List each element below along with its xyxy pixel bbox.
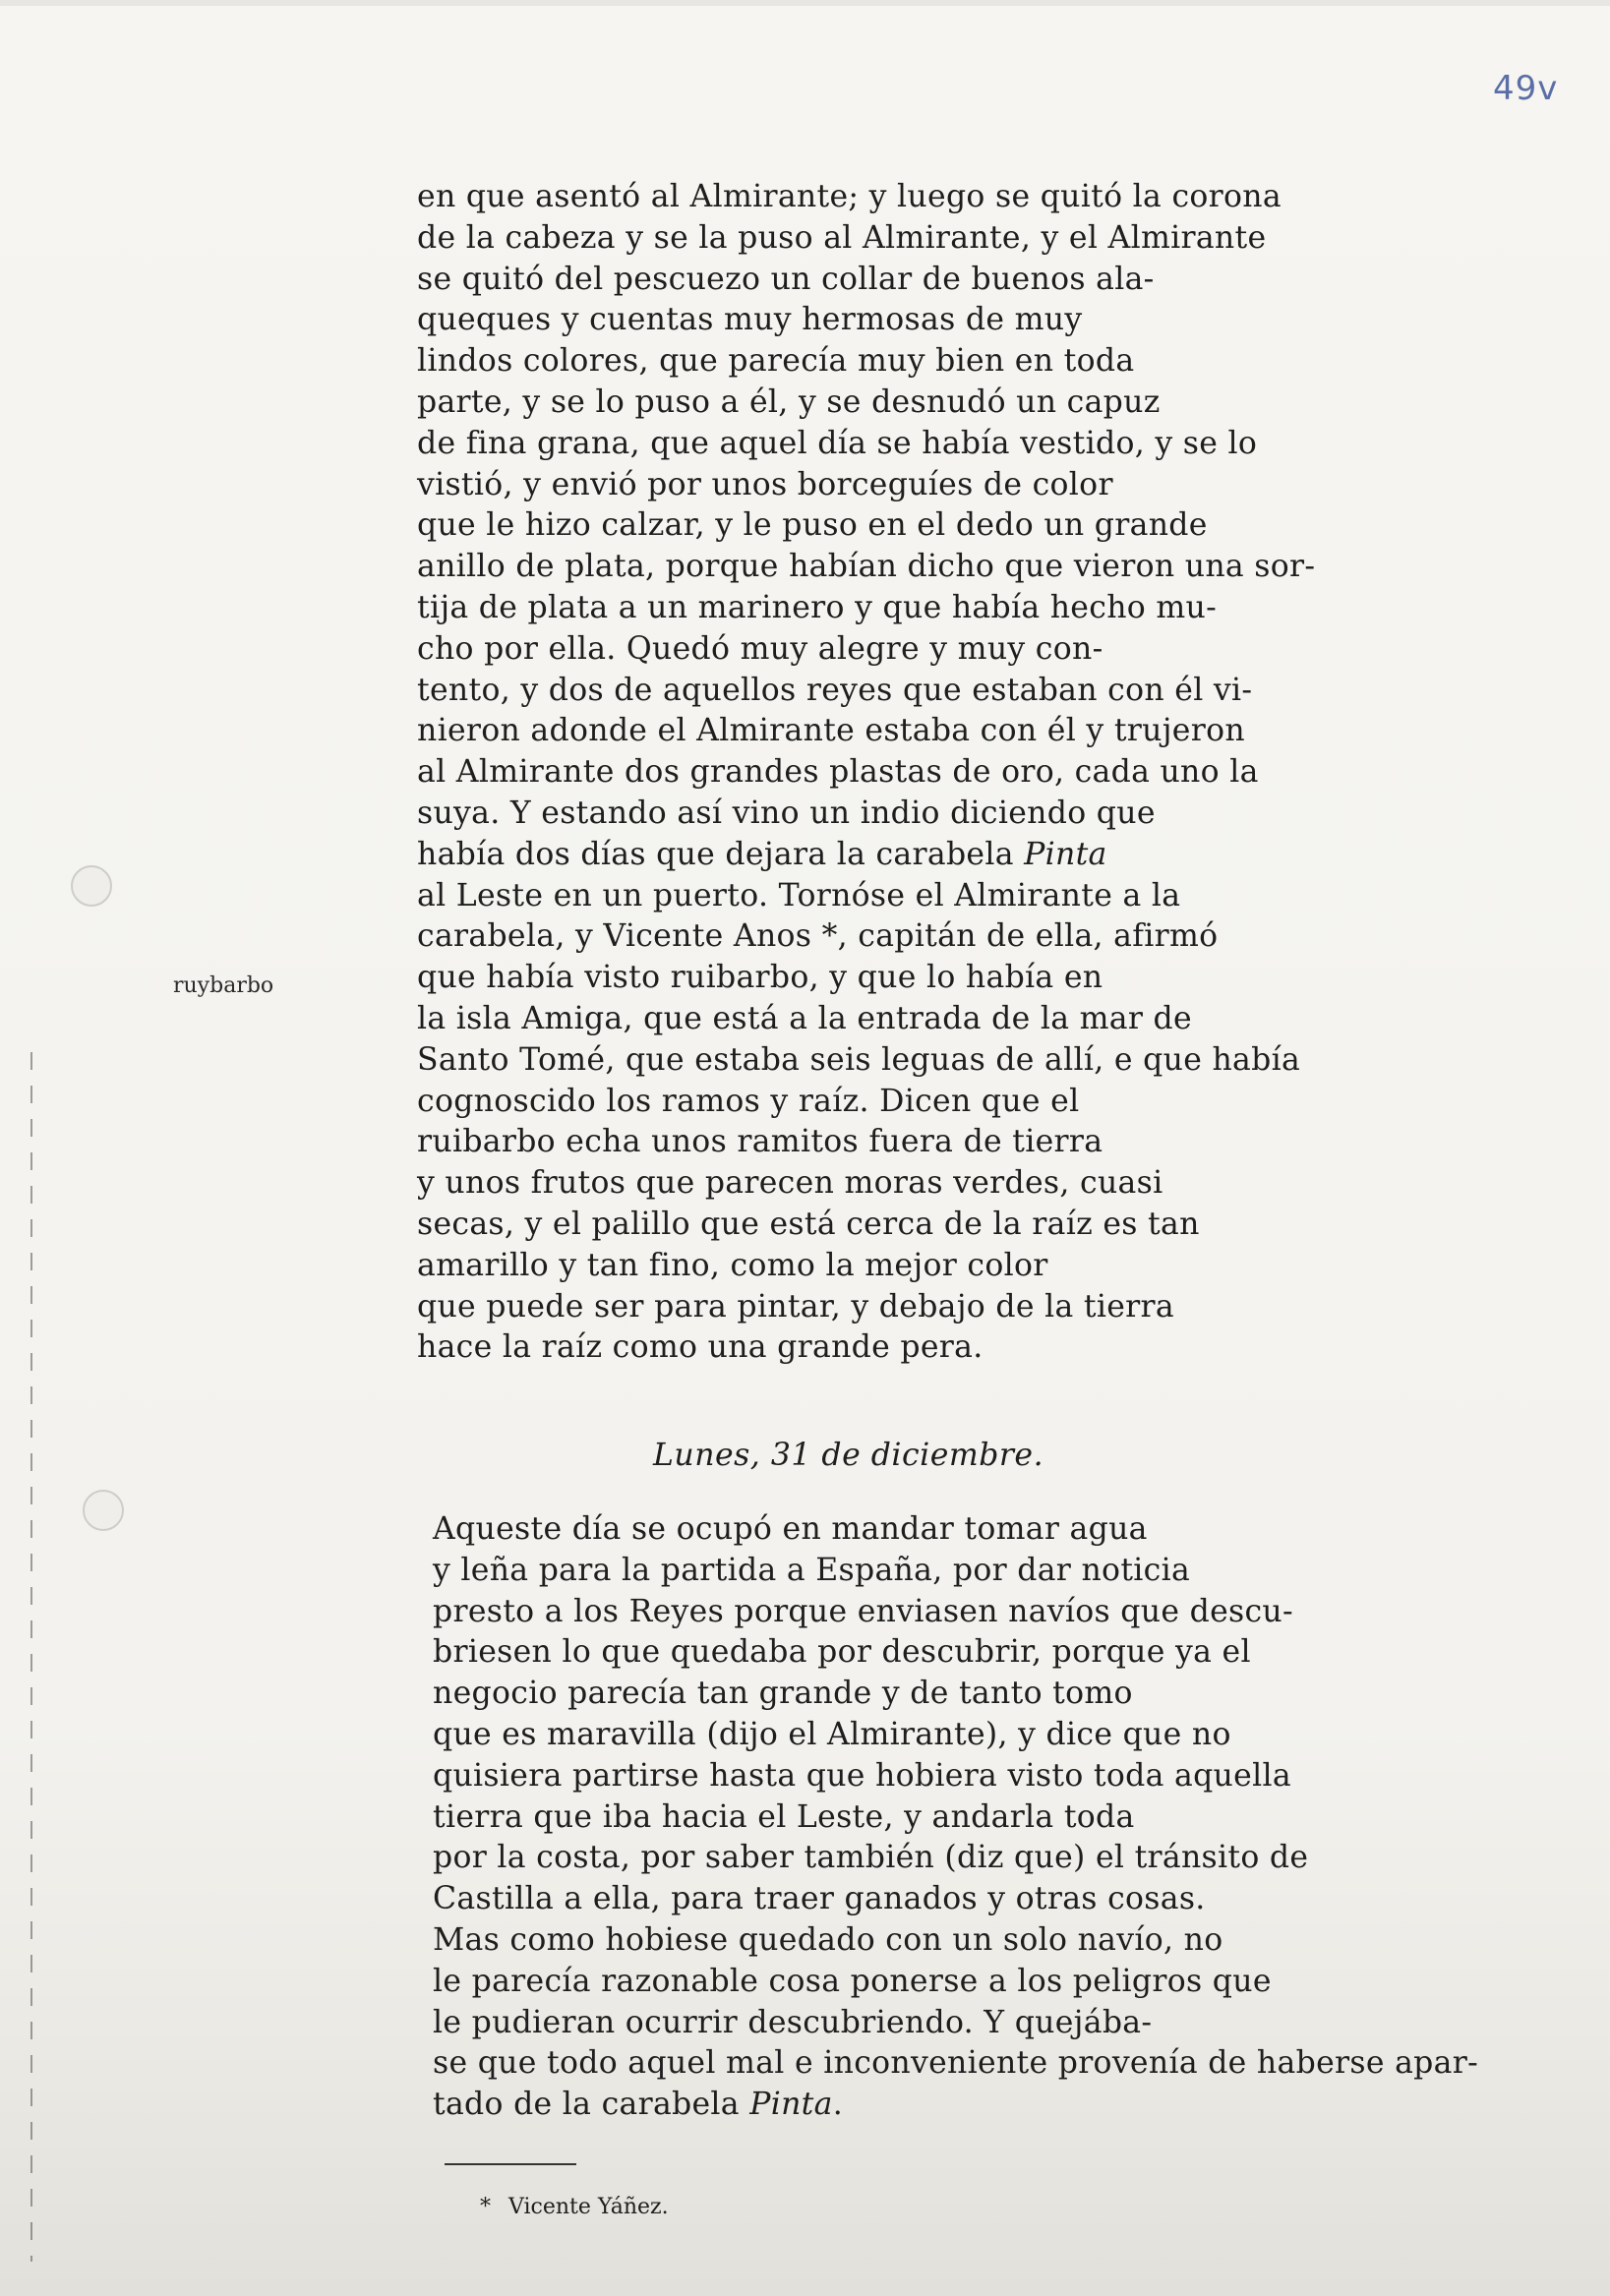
date-heading: Lunes, 31 de diciembre. bbox=[653, 1438, 1044, 1473]
text-line: suya. Y estando así vino un indio diciendo que bbox=[417, 795, 1156, 831]
text-line: que es maravilla (dijo el Almirante), y dice que no bbox=[433, 1716, 1231, 1752]
text-line: queques y cuentas muy hermosas de muy bbox=[417, 302, 1083, 338]
margin-note: ruybarbo bbox=[173, 973, 274, 998]
text-line: que había visto ruibarbo, y que lo había en bbox=[417, 960, 1103, 996]
text-line: de la cabeza y se la puso al Almirante, y el Almirante bbox=[417, 219, 1267, 256]
text-line: quisiera partirse hasta que hobiera visto toda aquella bbox=[433, 1757, 1291, 1794]
text-line: al Almirante dos grandes plastas de oro, cada uno la bbox=[417, 754, 1259, 791]
text-line: secas, y el palillo que está cerca de la raíz es tan bbox=[417, 1206, 1200, 1242]
text-line: y unos frutos que parecen moras verdes, cuasi bbox=[417, 1165, 1163, 1202]
text-line: ruibarbo echa unos ramitos fuera de tierra bbox=[417, 1124, 1103, 1160]
text-line: se que todo aquel mal e inconveniente provenía de haberse apar- bbox=[433, 2045, 1479, 2082]
text-line: y leña para la partida a España, por dar noticia bbox=[433, 1552, 1191, 1588]
text-line: amarillo y tan fino, como la mejor color bbox=[417, 1247, 1048, 1283]
text-line: le pudieran ocurrir descubriendo. Y quejába- bbox=[433, 2004, 1153, 2040]
text-line: briesen lo que quedaba por descubrir, porque ya el bbox=[433, 1634, 1251, 1671]
text-line: de fina grana, que aquel día se había vestido, y se lo bbox=[417, 425, 1258, 461]
text-line: hace la raíz como una grande pera. bbox=[417, 1329, 984, 1366]
text-line: Mas como hobiese quedado con un solo navío, no bbox=[433, 1921, 1223, 1958]
text-line: en que asentó al Almirante; y luego se quitó la corona bbox=[417, 179, 1282, 214]
text-line: nieron adonde el Almirante estaba con él y trujeron bbox=[417, 713, 1245, 749]
text-line: que le hizo calzar, y le puso en el dedo un grande bbox=[417, 507, 1208, 544]
footnote-text: Vicente Yáñez. bbox=[508, 2195, 669, 2219]
text-line: anillo de plata, porque habían dicho que vieron una sor- bbox=[417, 549, 1316, 585]
text-line: tento, y dos de aquellos reyes que estaban con él vi- bbox=[417, 672, 1253, 708]
text-line: por la costa, por saber también (diz que) el tránsito de bbox=[433, 1840, 1309, 1876]
text-line: le parecía razonable cosa ponerse a los peligros que bbox=[433, 1963, 1272, 1999]
text-line: tija de plata a un marinero y que había hecho mu- bbox=[417, 589, 1218, 625]
text-line: Castilla a ella, para traer ganados y otras cosas. bbox=[433, 1881, 1206, 1917]
left-margin-rule bbox=[30, 1052, 32, 2262]
page-top-edge bbox=[0, 0, 1610, 6]
text-line: que puede ser para pintar, y debajo de la tierra bbox=[417, 1288, 1174, 1325]
footnote bbox=[480, 2195, 669, 2219]
text-line: tado de la carabela Pinta. bbox=[433, 2087, 844, 2123]
text-line: parte, y se lo puso a él, y se desnudó un capuz bbox=[417, 383, 1161, 420]
text-line: cognoscido los ramos y raíz. Dicen que el bbox=[417, 1083, 1080, 1119]
text-line: presto a los Reyes porque enviasen navíos que descu- bbox=[433, 1593, 1293, 1629]
text-line: tierra que iba hacia el Leste, y andarla toda bbox=[433, 1798, 1135, 1835]
text-line: vistió, y envió por unos borceguíes de color bbox=[417, 466, 1113, 502]
punch-hole-upper bbox=[71, 865, 112, 907]
text-line: negocio parecía tan grande y de tanto tomo bbox=[433, 1676, 1133, 1712]
text-line: había dos días que dejara la carabela Pinta bbox=[417, 836, 1107, 872]
text-line: carabela, y Vicente Anos *, capitán de ella, afirmó bbox=[417, 918, 1219, 955]
paragraph-1 bbox=[417, 177, 1430, 1369]
text-line: la isla Amiga, que está a la entrada de la mar de bbox=[417, 1000, 1192, 1036]
footnote-marker: * bbox=[480, 2195, 491, 2219]
text-line: se quitó del pescuezo un collar de buenos ala- bbox=[417, 261, 1155, 297]
text-line: Santo Tomé, que estaba seis leguas de allí, e que había bbox=[417, 1041, 1301, 1078]
punch-hole-lower bbox=[83, 1490, 124, 1531]
text-line: al Leste en un puerto. Tornóse el Almirante a la bbox=[417, 877, 1181, 913]
footnote-separator bbox=[445, 2163, 576, 2165]
folio-number: 49v bbox=[1493, 69, 1559, 108]
text-line: lindos colores, que parecía muy bien en toda bbox=[417, 343, 1135, 380]
text-line: cho por ella. Quedó muy alegre y muy con- bbox=[417, 630, 1103, 667]
text-line: Aqueste día se ocupó en mandar tomar agua bbox=[433, 1511, 1148, 1547]
paragraph-2 bbox=[433, 1509, 1479, 2126]
